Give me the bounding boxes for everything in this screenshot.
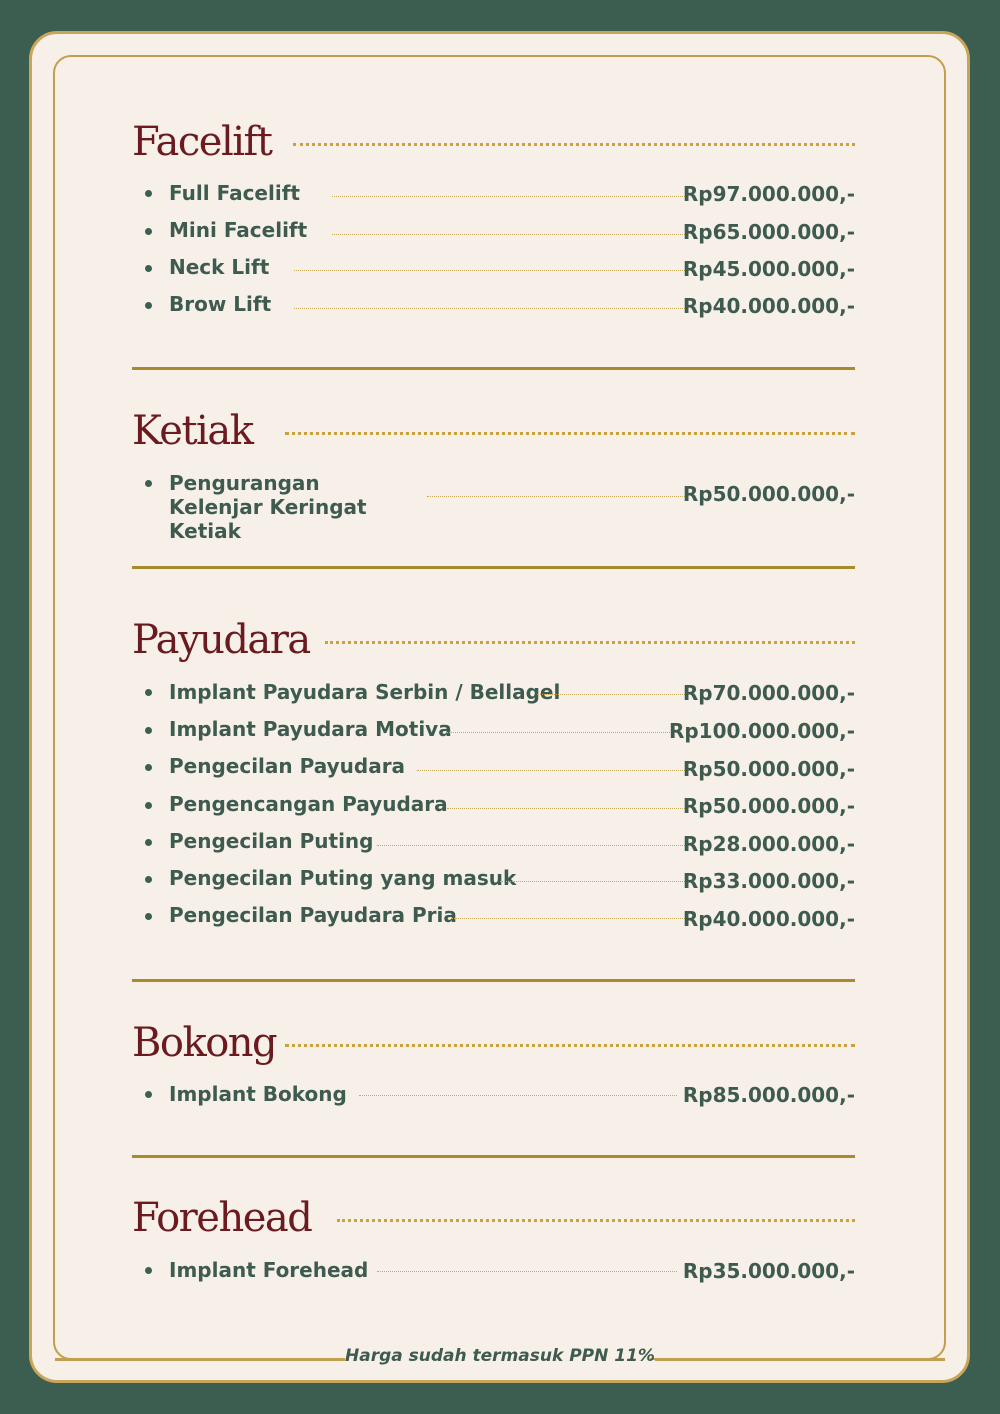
item-price: Rp50.000.000,- (682, 794, 855, 818)
item-name: Pengencangan Payudara (169, 792, 448, 816)
title-dotted-line (293, 143, 855, 146)
section-ketiak (132, 406, 855, 462)
item-name: Pengecilan Puting (169, 829, 374, 853)
section-title: Payudara (132, 617, 310, 663)
bullet-icon (145, 876, 152, 883)
dotted-leader (447, 808, 687, 809)
inner-border (53, 55, 946, 1360)
section-divider (132, 566, 855, 569)
section-title: Bokong (132, 1020, 277, 1066)
item-price: Rp85.000.000,- (682, 1083, 855, 1107)
item-name: Pengecilan Payudara (169, 754, 406, 778)
item-name: Implant Payudara Motiva (169, 717, 452, 741)
dotted-leader (417, 770, 687, 771)
item-price: Rp97.000.000,- (682, 182, 855, 206)
section-forehead (132, 1193, 855, 1249)
bullet-icon (145, 1267, 152, 1274)
section-divider (132, 1155, 855, 1158)
item-name: Mini Facelift (169, 218, 308, 242)
item-price: Rp65.000.000,- (682, 220, 855, 244)
title-dotted-line (325, 641, 855, 644)
item-price: Rp50.000.000,- (682, 757, 855, 781)
item-name: Neck Lift (169, 255, 270, 279)
item-price: Rp28.000.000,- (682, 832, 855, 856)
bullet-icon (145, 480, 152, 487)
dotted-leader (537, 694, 687, 695)
dotted-leader (332, 196, 687, 197)
bullet-icon (145, 689, 152, 696)
item-name: Pengecilan Payudara Pria (169, 903, 457, 927)
bullet-icon (145, 839, 152, 846)
item-name: Implant Bokong (169, 1082, 347, 1106)
bullet-icon (145, 228, 152, 235)
dotted-leader (294, 270, 687, 271)
footer-line-right (655, 1358, 945, 1361)
item-price: Rp40.000.000,- (682, 294, 855, 318)
dotted-leader (377, 1271, 677, 1272)
footer-line-left (55, 1358, 345, 1361)
bullet-icon (145, 727, 152, 734)
item-name: Brow Lift (169, 292, 272, 316)
bullet-icon (145, 764, 152, 771)
item-name: Full Facelift (169, 181, 300, 205)
section-payudara (132, 615, 855, 671)
title-dotted-line (285, 1044, 855, 1047)
section-bokong (132, 1018, 855, 1074)
title-dotted-line (337, 1219, 855, 1222)
bullet-icon (145, 265, 152, 272)
item-price: Rp45.000.000,- (682, 257, 855, 281)
section-divider (132, 367, 855, 370)
section-divider (132, 979, 855, 982)
tax-note: Harga sudah termasuk PPN 11% (345, 1346, 655, 1366)
bullet-icon (145, 1091, 152, 1098)
title-dotted-line (285, 432, 855, 435)
section-facelift (132, 117, 855, 173)
section-title: Ketiak (132, 408, 253, 454)
item-price: Rp33.000.000,- (682, 869, 855, 893)
bullet-icon (145, 302, 152, 309)
item-price: Rp50.000.000,- (682, 482, 855, 506)
section-title: Forehead (132, 1195, 312, 1241)
dotted-leader (332, 234, 687, 235)
item-price: Rp70.000.000,- (682, 681, 855, 705)
dotted-leader (452, 918, 687, 919)
item-name: Pengecilan Puting yang masuk (169, 866, 517, 890)
item-name: Implant Forehead (169, 1258, 369, 1282)
bullet-icon (145, 913, 152, 920)
dotted-leader (377, 845, 687, 846)
dotted-leader (427, 496, 687, 497)
dotted-leader (294, 308, 687, 309)
item-name: Pengurangan Kelenjar Keringat Ketiak (169, 471, 367, 543)
item-price: Rp40.000.000,- (682, 907, 855, 931)
dotted-leader (359, 1095, 677, 1096)
bullet-icon (145, 190, 152, 197)
item-name: Implant Payudara Serbin / Bellagel (169, 680, 561, 704)
dotted-leader (500, 881, 687, 882)
bullet-icon (145, 802, 152, 809)
item-price: Rp35.000.000,- (682, 1259, 855, 1283)
item-price: Rp100.000.000,- (668, 719, 855, 743)
section-title: Facelift (132, 119, 272, 165)
dotted-leader (447, 732, 672, 733)
